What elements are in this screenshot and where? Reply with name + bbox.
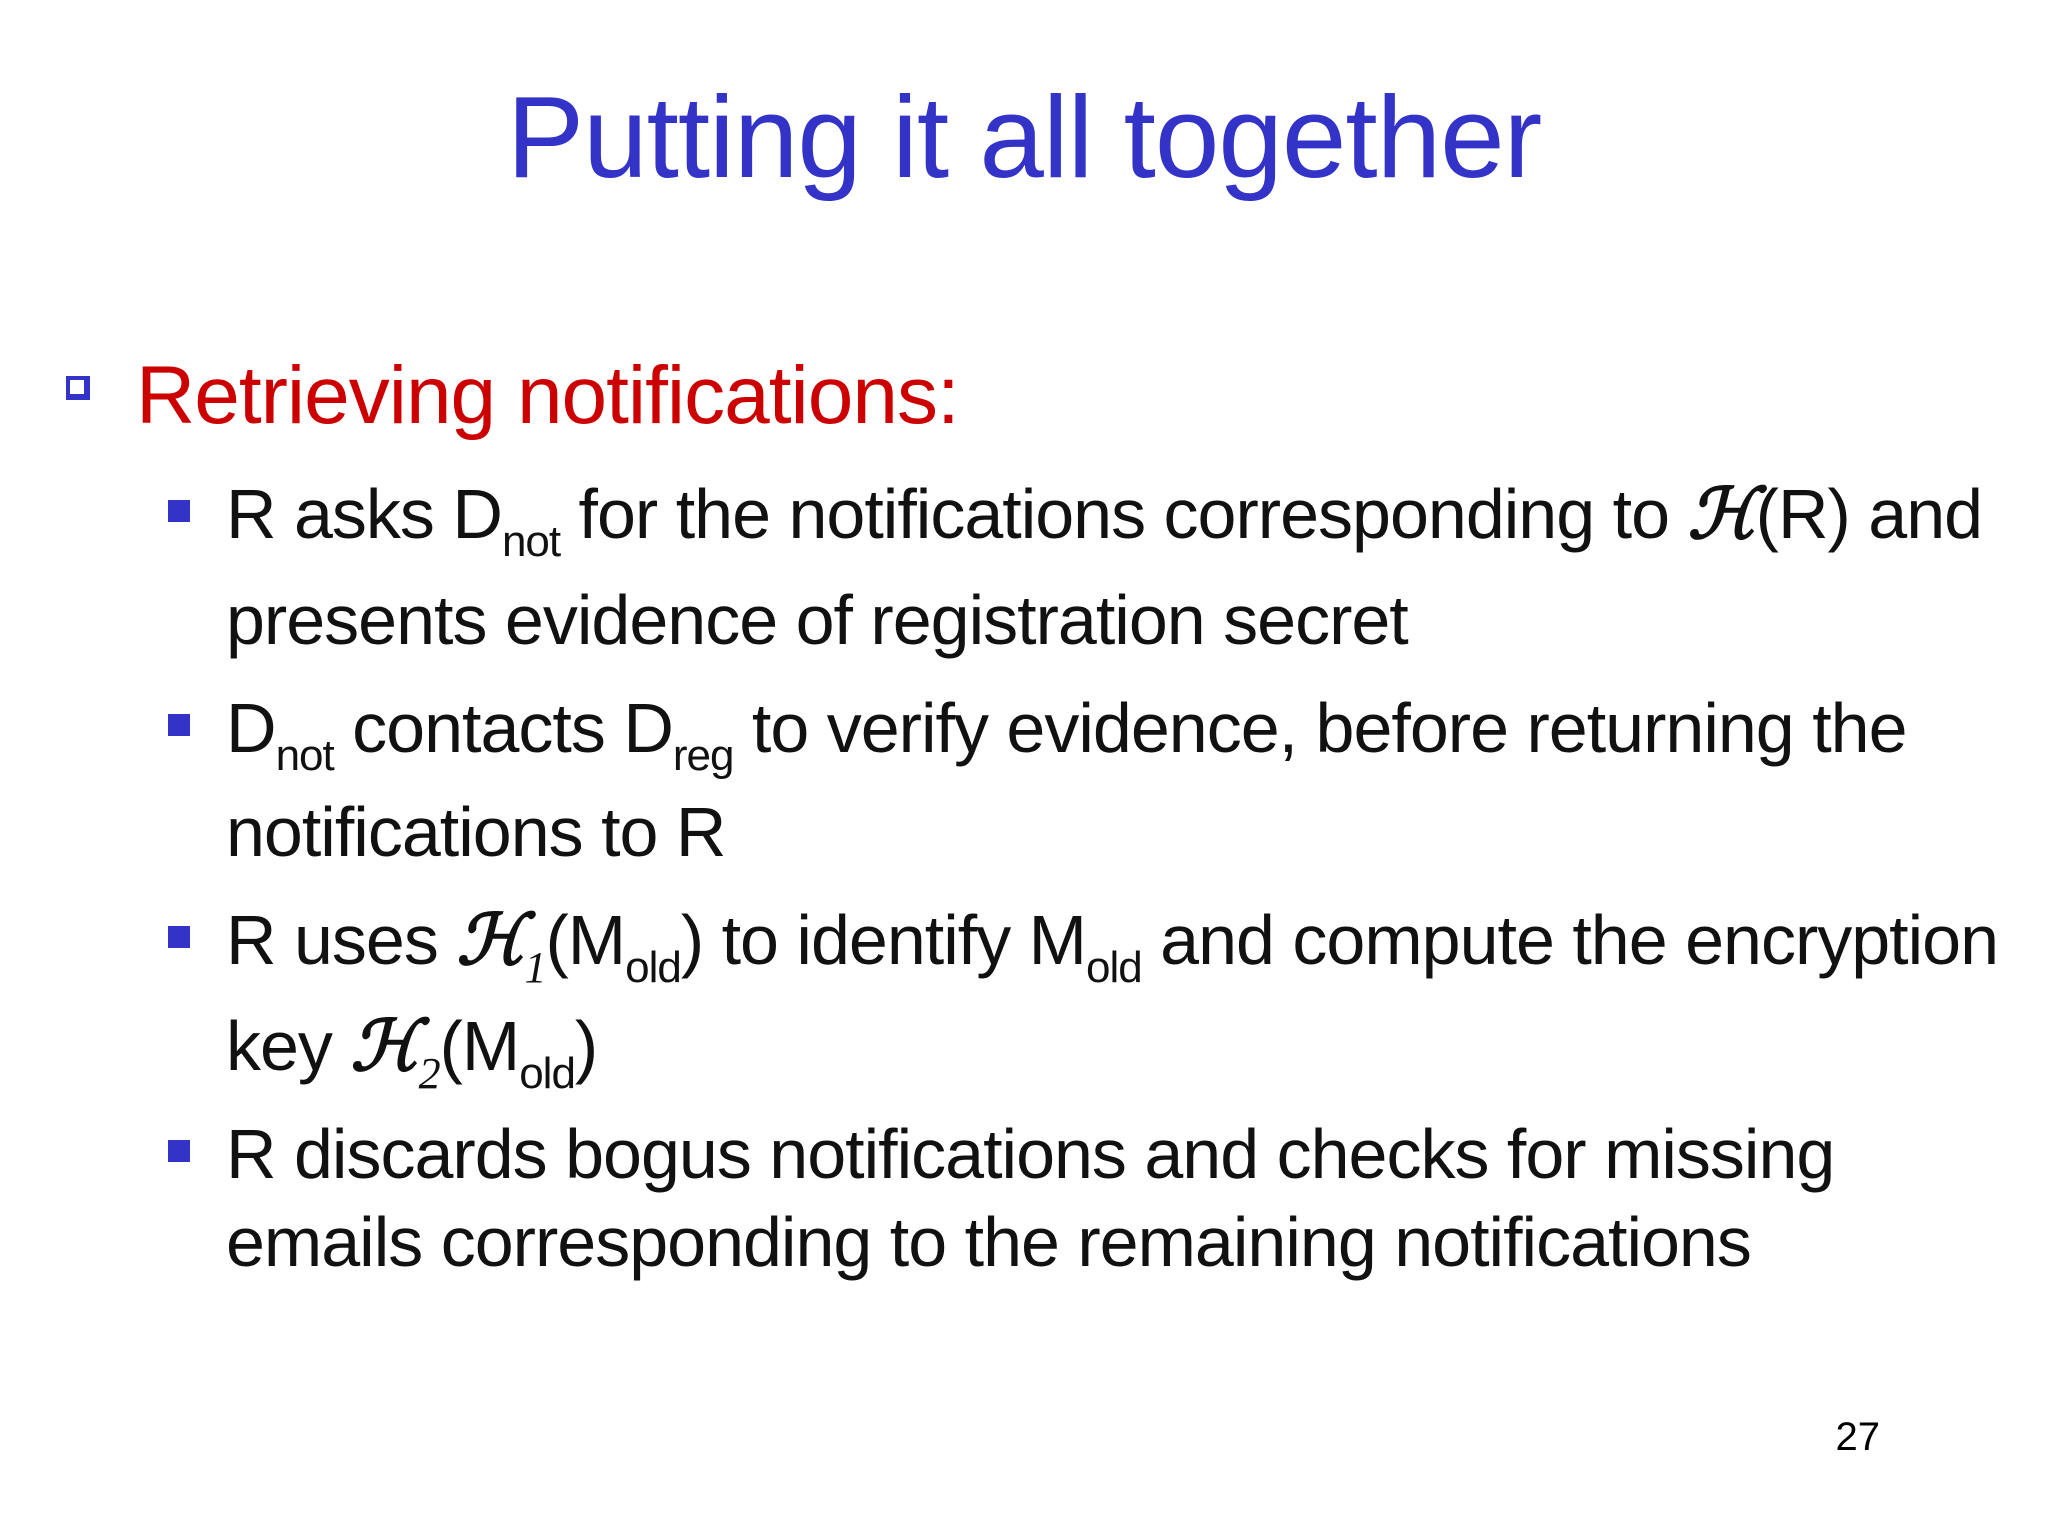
subscript-text: old bbox=[1085, 943, 1142, 992]
bullet-text: for the notifications corresponding to bbox=[560, 475, 1688, 553]
subscript-text: not bbox=[275, 731, 334, 780]
bullet-item-2 bbox=[168, 676, 2028, 884]
bullet-text: and compute the encryption key bbox=[226, 901, 1999, 1085]
bullet-item-1 bbox=[168, 462, 2028, 672]
bullet-text: (M bbox=[439, 1007, 520, 1085]
hash-function-symbol: ℋ bbox=[350, 1009, 419, 1086]
bullet-list bbox=[168, 462, 2028, 1286]
subscript-text: old bbox=[625, 943, 681, 992]
hash-function-index: 2 bbox=[418, 1049, 440, 1098]
bullet-text: (R) and presents evidence of registration secret bbox=[226, 475, 1983, 659]
filled-square-bullet-icon bbox=[168, 926, 190, 948]
bullet-item-4 bbox=[168, 1110, 2028, 1286]
section-heading: Retrieving notifications: bbox=[136, 350, 959, 441]
bullet-text: ) to identify M bbox=[680, 901, 1086, 979]
bullet-item-3 bbox=[168, 888, 2028, 1100]
filled-square-bullet-icon bbox=[168, 500, 190, 522]
slide-title: Putting it all together bbox=[506, 72, 1542, 202]
bullet-text: to verify evidence, before returning the notifications to R bbox=[226, 689, 1907, 871]
section-heading-row bbox=[60, 346, 2020, 446]
bullet-text: R uses bbox=[226, 901, 457, 979]
bullet-text: R discards bogus notifications and checks for missing emails corresponding to the remaining notifications bbox=[226, 1115, 1835, 1281]
hollow-square-bullet-icon bbox=[66, 376, 90, 400]
bullet-text: contacts D bbox=[333, 689, 673, 767]
bullet-text: ) bbox=[574, 1007, 598, 1085]
bullet-text: (M bbox=[545, 901, 626, 979]
hash-function-symbol: ℋ bbox=[1687, 477, 1756, 554]
subscript-text: not bbox=[501, 517, 561, 566]
filled-square-bullet-icon bbox=[168, 714, 190, 736]
subscript-text: reg bbox=[672, 731, 734, 780]
page-number: 27 bbox=[1835, 1415, 1880, 1459]
subscript-text: old bbox=[519, 1049, 575, 1098]
hash-function-symbol: ℋ bbox=[456, 903, 525, 980]
hash-function-index: 1 bbox=[524, 943, 546, 992]
filled-square-bullet-icon bbox=[168, 1140, 190, 1162]
bullet-text: R asks D bbox=[226, 475, 502, 553]
bullet-text: D bbox=[226, 689, 276, 767]
